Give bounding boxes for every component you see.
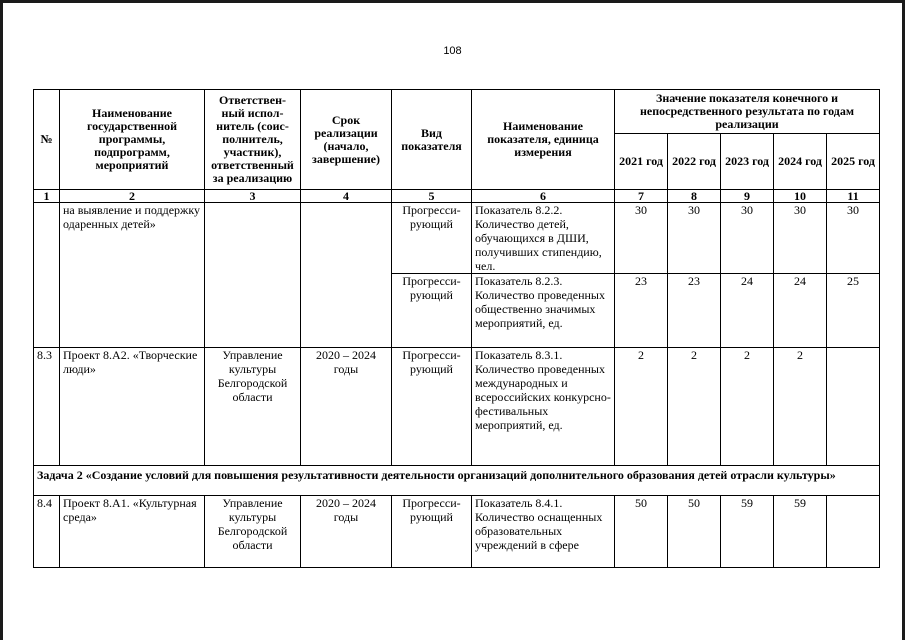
value-2024: 24	[774, 274, 827, 348]
value-2023: 30	[721, 203, 774, 274]
row-name: Проект 8.А1. «Культурная среда»	[60, 496, 205, 568]
header-responsible: Ответствен-ный испол-нитель (соис-полнитель, участник), ответственный за реализацию	[205, 90, 301, 190]
task-title: Задача 2 «Создание условий для повышения результативности деятельности организаций дополнительного образования детей отрасли культуры»	[34, 466, 880, 496]
indicator-type: Прогресси-рующий	[392, 496, 472, 568]
column-number: 3	[205, 190, 301, 203]
header-term: Срок реализации (начало, завершение)	[301, 90, 392, 190]
header-year: 2022 год	[668, 134, 721, 190]
header-no: №	[34, 90, 60, 190]
row-term	[301, 203, 392, 348]
row-name: на выявление и поддержку одаренных детей»	[60, 203, 205, 348]
column-number: 7	[615, 190, 668, 203]
table-row	[34, 203, 880, 274]
header-indicator-name: Наименование показателя, единица измерения	[472, 90, 615, 190]
row-number: 8.4	[34, 496, 60, 568]
value-2025: 30	[827, 203, 880, 274]
column-number: 8	[668, 190, 721, 203]
value-2024: 59	[774, 496, 827, 568]
header-year: 2023 год	[721, 134, 774, 190]
value-2021: 30	[615, 203, 668, 274]
header-values-group: Значение показателя конечного и непосредственного результата по годам реализации	[615, 90, 880, 134]
value-2022: 30	[668, 203, 721, 274]
value-2021: 23	[615, 274, 668, 348]
column-number: 1	[34, 190, 60, 203]
value-2025: 25	[827, 274, 880, 348]
value-2023: 2	[721, 348, 774, 466]
value-2023: 59	[721, 496, 774, 568]
value-2021: 2	[615, 348, 668, 466]
value-2024: 2	[774, 348, 827, 466]
page-frame-top	[0, 0, 905, 3]
value-2025	[827, 496, 880, 568]
column-number-row	[34, 190, 880, 203]
indicator-type: Прогресси-рующий	[392, 203, 472, 274]
header-year: 2025 год	[827, 134, 880, 190]
indicator-name: Показатель 8.4.1. Количество оснащенных образовательных учреждений в сфере	[472, 496, 615, 568]
indicator-name: Показатель 8.2.3. Количество проведенных общественно значимых мероприятий, ед.	[472, 274, 615, 348]
row-responsible: Управление культуры Белгородской области	[205, 496, 301, 568]
table-row	[34, 348, 880, 466]
program-table	[33, 89, 880, 568]
column-number: 11	[827, 190, 880, 203]
row-responsible: Управление культуры Белгородской области	[205, 348, 301, 466]
header-row-1	[34, 90, 880, 134]
page-number: 108	[443, 45, 462, 57]
row-number: 8.3	[34, 348, 60, 466]
column-number: 5	[392, 190, 472, 203]
page-frame-left	[0, 0, 3, 640]
row-term: 2020 – 2024 годы	[301, 496, 392, 568]
column-number: 4	[301, 190, 392, 203]
value-2022: 23	[668, 274, 721, 348]
value-2023: 24	[721, 274, 774, 348]
value-2021: 50	[615, 496, 668, 568]
task-row	[34, 466, 880, 496]
column-number: 6	[472, 190, 615, 203]
table-row	[34, 496, 880, 568]
header-name: Наименование государственной программы, подпрограмм, мероприятий	[60, 90, 205, 190]
column-number: 10	[774, 190, 827, 203]
row-term: 2020 – 2024 годы	[301, 348, 392, 466]
indicator-type: Прогресси-рующий	[392, 274, 472, 348]
indicator-name: Показатель 8.3.1. Количество проведенных международных и всероссийских конкурсно-фестивальных мероприятий, ед.	[472, 348, 615, 466]
value-2025	[827, 348, 880, 466]
header-year: 2021 год	[615, 134, 668, 190]
value-2022: 2	[668, 348, 721, 466]
value-2022: 50	[668, 496, 721, 568]
row-number	[34, 203, 60, 348]
column-number: 9	[721, 190, 774, 203]
indicator-name: Показатель 8.2.2. Количество детей, обучающихся в ДШИ, получивших стипендию, чел.	[472, 203, 615, 274]
header-year: 2024 год	[774, 134, 827, 190]
indicator-type: Прогресси-рующий	[392, 348, 472, 466]
column-number: 2	[60, 190, 205, 203]
row-responsible	[205, 203, 301, 348]
row-name: Проект 8.А2. «Творческие люди»	[60, 348, 205, 466]
value-2024: 30	[774, 203, 827, 274]
header-indicator-type: Вид показателя	[392, 90, 472, 190]
